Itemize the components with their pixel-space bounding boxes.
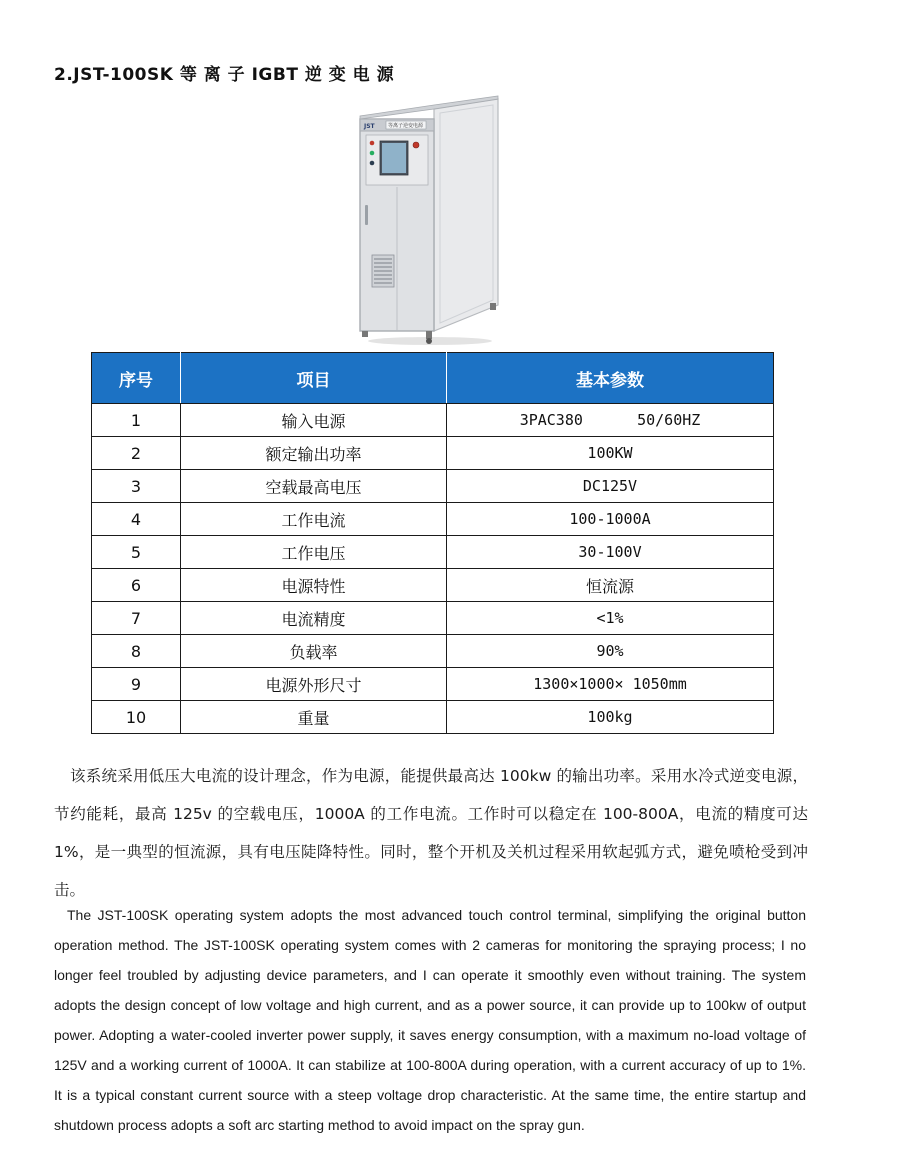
table-row [92, 668, 774, 701]
section-heading: 2.JST-100SK 等 离 子 IGBT 逆 变 电 源 [54, 65, 395, 85]
table-header-row [92, 353, 774, 404]
product-panel-label: 等离子逆变电源 [388, 123, 424, 129]
row-no: 4 [92, 503, 181, 536]
row-item: 负载率 [181, 635, 447, 668]
table-row [92, 404, 774, 437]
row-param: 30-100V [447, 536, 774, 569]
row-param: 100KW [447, 437, 774, 470]
table-row [92, 701, 774, 734]
header-item: 项目 [181, 353, 447, 404]
row-item: 工作电压 [181, 536, 447, 569]
row-no: 3 [92, 470, 181, 503]
header-param: 基本参数 [447, 353, 774, 404]
table-row [92, 437, 774, 470]
description-chinese: 该系统采用低压大电流的设计理念，作为电源，能提供最高达 100kw 的输出功率。采用水冷式逆变电源，节约能耗，最高 125v 的空载电压，1000A 的工作电流。工作时可以稳定在 100-800A，电流的精度可达 1%，是一典型的恒流源，具有电压陡降特性。同时，整个开机及关机过程采用软起弧方式，避免喷枪受到冲击。 [54, 767, 808, 899]
row-item: 额定输出功率 [181, 437, 447, 470]
row-no: 1 [92, 404, 181, 437]
table-row [92, 569, 774, 602]
row-param: 100-1000A [447, 503, 774, 536]
row-no: 10 [92, 701, 181, 734]
table-row [92, 470, 774, 503]
row-item: 工作电流 [181, 503, 447, 536]
table-row [92, 536, 774, 569]
row-param: DC125V [447, 470, 774, 503]
spec-table [91, 352, 774, 734]
table-row [92, 503, 774, 536]
row-param: 恒流源 [447, 569, 774, 602]
row-item: 输入电源 [181, 404, 447, 437]
row-param: 3PAC380 50/60HZ [447, 404, 774, 437]
row-item: 空载最高电压 [181, 470, 447, 503]
row-no: 2 [92, 437, 181, 470]
row-item: 电流精度 [181, 602, 447, 635]
product-logo: JST [364, 123, 375, 130]
header-no: 序号 [92, 353, 181, 404]
table-row [92, 602, 774, 635]
row-param: 100kg [447, 701, 774, 734]
row-no: 8 [92, 635, 181, 668]
row-param: <1% [447, 602, 774, 635]
row-no: 9 [92, 668, 181, 701]
row-item: 电源外形尺寸 [181, 668, 447, 701]
row-item: 电源特性 [181, 569, 447, 602]
row-no: 7 [92, 602, 181, 635]
row-param: 90% [447, 635, 774, 668]
row-no: 5 [92, 536, 181, 569]
table-row [92, 635, 774, 668]
description-english: The JST-100SK operating system adopts the most advanced touch control terminal, simplifying the original button operation method. The JST-100SK operating system comes with 2 cameras for monitoring the spraying process; I no longer feel troubled by adjusting device parameters, and I can operate it smoothly even without training. The system adopts the design concept of low voltage and high current, and as a power source, it can provide up to 100kw of output power. Adopting a water-cooled inverter power supply, it saves energy consumption, with a maximum no-load voltage of 125V and a working current of 1000A. It can stabilize at 100-800A during operation, with a current accuracy of up to 1%. It is a typical constant current source with a steep voltage drop characteristic. At the same time, the entire startup and shutdown process adopts a soft arc starting method to avoid impact on the spray gun. [54, 907, 806, 1133]
row-item: 重量 [181, 701, 447, 734]
product-photo [352, 95, 502, 347]
row-param: 1300×1000× 1050mm [447, 668, 774, 701]
row-no: 6 [92, 569, 181, 602]
